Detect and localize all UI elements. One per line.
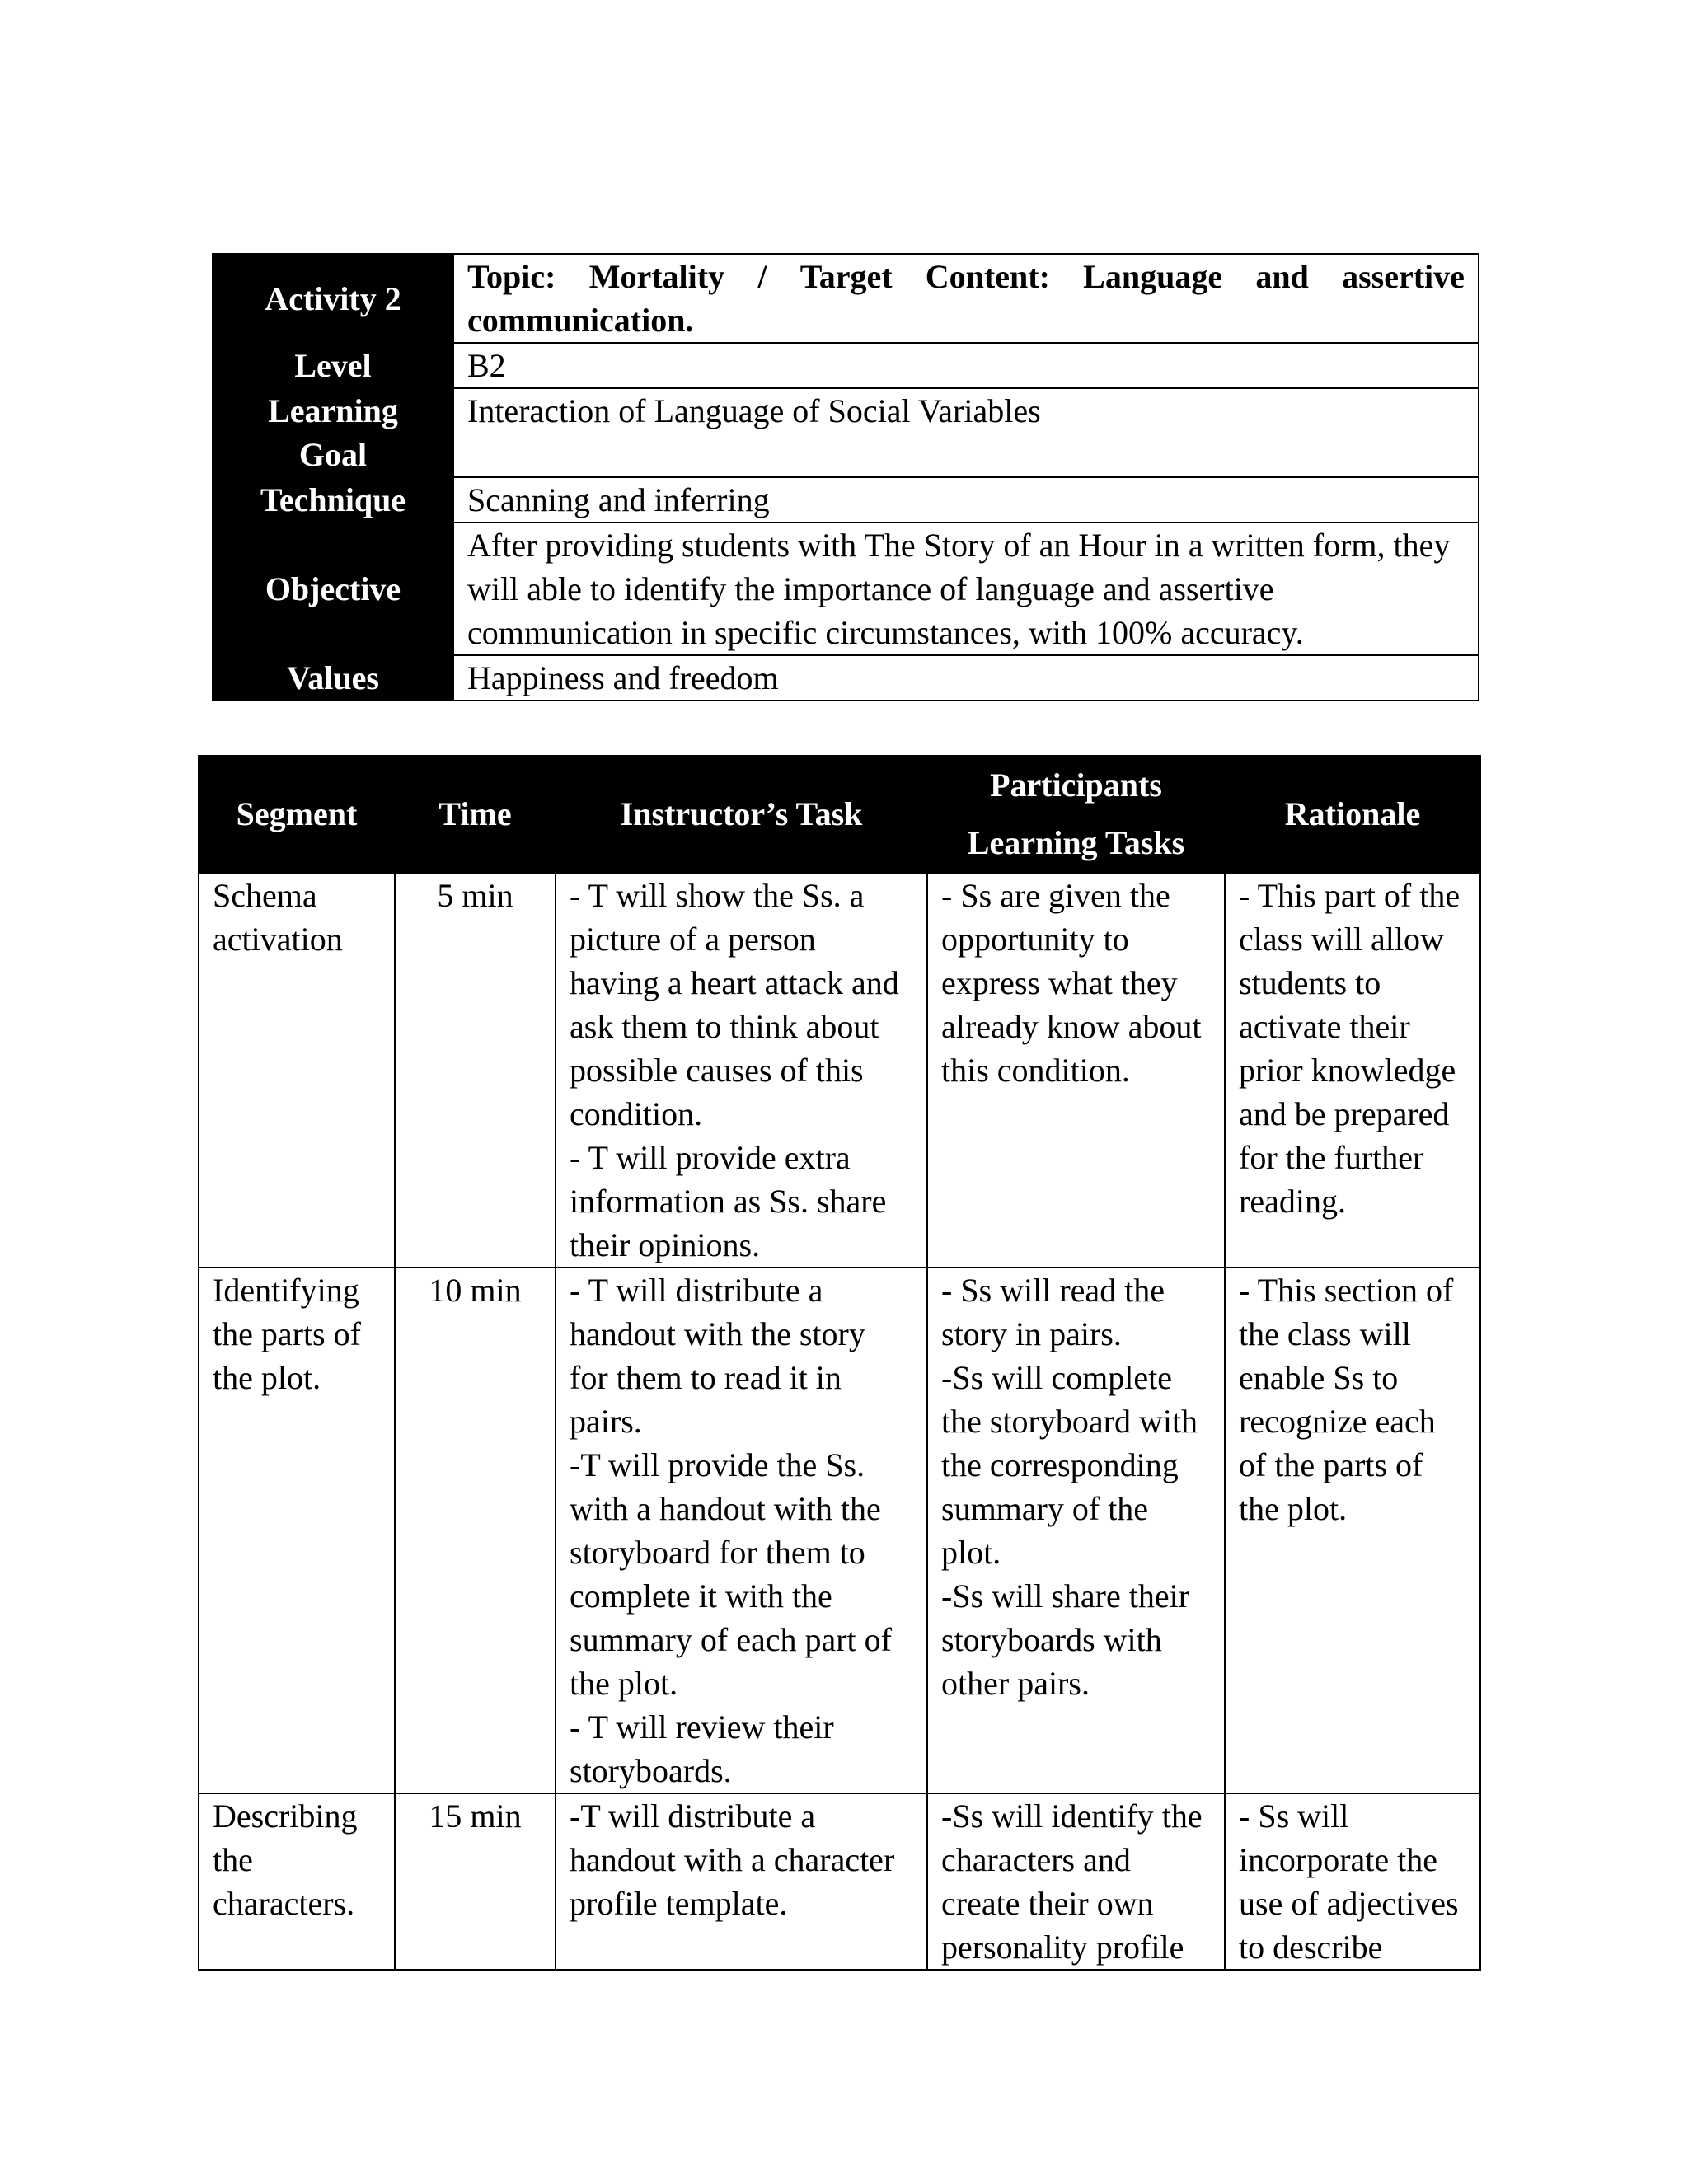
segment-cell [199,873,395,1268]
participants-line: the storyboard with [941,1403,1198,1440]
table-row [199,873,1480,1268]
participants-cell [927,873,1225,1268]
segment-line: Schema [213,877,317,914]
level-value: B2 [453,343,1479,388]
topic-word: Language [1083,258,1223,295]
instructor-line: information as Ss. share [570,1183,887,1220]
instructor-line: - T will distribute a [570,1272,823,1309]
topic-word: / [757,258,767,295]
values-label: Values [213,655,453,701]
table-row [199,1268,1480,1793]
instructor-line: their opinions. [570,1226,761,1263]
participants-line: personality profile [941,1929,1184,1966]
header-participants-line: Learning Tasks [967,824,1185,861]
participants-cell [927,1793,1225,1970]
segment-line: the plot. [213,1359,321,1396]
participants-line: other pairs. [941,1665,1090,1702]
objective-label: Objective [213,523,453,655]
rationale-line: the class will [1239,1315,1411,1352]
topic-word: Content: [925,258,1050,295]
time-cell: 10 min [395,1268,556,1793]
instructor-line: -T will provide the Ss. [570,1446,865,1483]
participants-line: storyboards with [941,1621,1162,1658]
instructor-line: condition. [570,1095,703,1132]
technique-label: Technique [213,477,453,523]
participants-line: create their own [941,1885,1154,1922]
participants-line: already know about [941,1008,1202,1045]
rationale-line: the plot. [1239,1490,1348,1527]
header-time: Time [395,756,556,873]
participants-line: -Ss will complete [941,1359,1172,1396]
rationale-line: - Ss will [1239,1797,1349,1835]
rationale-cell [1225,1793,1480,1970]
segment-cell [199,1268,395,1793]
instructor-line: pairs. [570,1403,642,1440]
header-rationale: Rationale [1225,756,1480,873]
segment-line: the parts of [213,1315,361,1352]
instructor-line: having a heart attack and [570,964,899,1001]
rationale-line: of the parts of [1239,1446,1423,1483]
activity-label: Activity 2 [213,254,453,343]
topic-word: Target [799,258,893,295]
topic-word: Topic: [467,258,556,295]
rationale-line: students to [1239,964,1381,1001]
topic-line-2: communication. [467,302,694,339]
objective-row [213,523,1479,655]
lesson-header-row [199,756,1480,873]
participants-cell [927,1268,1225,1793]
topic-value [453,254,1479,343]
objective-line: communication in specific circumstances, with 100% accuracy. [467,614,1304,651]
rationale-line: reading. [1239,1183,1346,1220]
learning-goal-row [213,388,1479,477]
rationale-cell [1225,873,1480,1268]
participants-line: express what they [941,964,1178,1001]
instructor-line: storyboards. [570,1752,732,1789]
instructor-line: handout with the story [570,1315,865,1352]
participants-line: story in pairs. [941,1315,1122,1352]
topic-word: Mortality [588,258,725,295]
participants-line: plot. [941,1534,1001,1571]
rationale-line: to describe [1239,1929,1383,1966]
header-instructor-task: Instructor’s Task [556,756,927,873]
lesson-table-body [199,873,1480,1970]
time-cell: 5 min [395,873,556,1268]
topic-word: and [1255,258,1309,295]
time-cell: 15 min [395,1793,556,1970]
segment-line: characters. [213,1885,355,1922]
instructor-line: summary of each part of [570,1621,892,1658]
level-label: Level [213,343,453,388]
header-segment: Segment [199,756,395,873]
rationale-line: recognize each [1239,1403,1436,1440]
level-row [213,343,1479,388]
instructor-line: - T will show the Ss. a [570,877,865,914]
instructor-line: -T will distribute a [570,1797,816,1835]
objective-value [453,523,1479,655]
participants-line: opportunity to [941,921,1129,958]
rationale-cell [1225,1268,1480,1793]
rationale-line: class will allow [1239,921,1444,958]
rationale-line: activate their [1239,1008,1410,1045]
participants-line: -Ss will identify the [941,1797,1203,1835]
participants-line: characters and [941,1841,1131,1878]
technique-row [213,477,1479,523]
rationale-line: - This part of the [1239,877,1461,914]
technique-value: Scanning and inferring [453,477,1479,523]
values-value: Happiness and freedom [453,655,1479,701]
instructor-line: storyboard for them to [570,1534,865,1571]
learning-goal-label-line: Goal [298,436,368,473]
instructor-cell [556,873,927,1268]
topic-line-1 [467,255,1465,298]
rationale-line: and be prepared [1239,1095,1450,1132]
learning-goal-label [213,388,453,477]
participants-line: - Ss will read the [941,1272,1165,1309]
instructor-line: with a handout with the [570,1490,881,1527]
participants-line: -Ss will share their [941,1577,1190,1615]
rationale-line: prior knowledge [1239,1052,1456,1089]
rationale-line: enable Ss to [1239,1359,1399,1396]
instructor-line: ask them to think about [570,1008,879,1045]
learning-goal-label-line: Learning [268,392,398,429]
rationale-line: - This section of [1239,1272,1454,1309]
header-participants-learning-tasks [927,756,1225,873]
rationale-line: incorporate the [1239,1841,1437,1878]
participants-line: - Ss are given the [941,877,1170,914]
instructor-line: picture of a person [570,921,816,958]
instructor-line: the plot. [570,1665,678,1702]
instructor-line: - T will review their [570,1708,834,1746]
learning-goal-value: Interaction of Language of Social Variables [453,388,1479,477]
instructor-line: handout with a character [570,1841,895,1878]
objective-line: will able to identify the importance of language and assertive [467,570,1274,607]
topic-row [213,254,1479,343]
instructor-cell [556,1268,927,1793]
instructor-line: profile template. [570,1885,788,1922]
participants-line: summary of the [941,1490,1149,1527]
segment-line: Identifying [213,1272,359,1309]
table-row [199,1793,1480,1970]
segment-line: activation [213,921,343,958]
participants-line: this condition. [941,1052,1130,1089]
topic-word: assertive [1342,258,1465,295]
rationale-line: use of adjectives [1239,1885,1459,1922]
segment-cell [199,1793,395,1970]
instructor-cell [556,1793,927,1970]
header-participants-line: Participants [990,766,1162,804]
rationale-line: for the further [1239,1139,1424,1176]
segment-line: the [213,1841,253,1878]
objective-line: After providing students with The Story of an Hour in a written form, they [467,527,1451,564]
participants-line: the corresponding [941,1446,1179,1483]
lesson-plan-table [198,755,1481,1971]
instructor-line: possible causes of this [570,1052,864,1089]
values-row [213,655,1479,701]
instructor-line: - T will provide extra [570,1139,851,1176]
segment-line: Describing [213,1797,358,1835]
instructor-line: complete it with the [570,1577,832,1615]
instructor-line: for them to read it in [570,1359,842,1396]
activity-info-table [212,253,1479,701]
